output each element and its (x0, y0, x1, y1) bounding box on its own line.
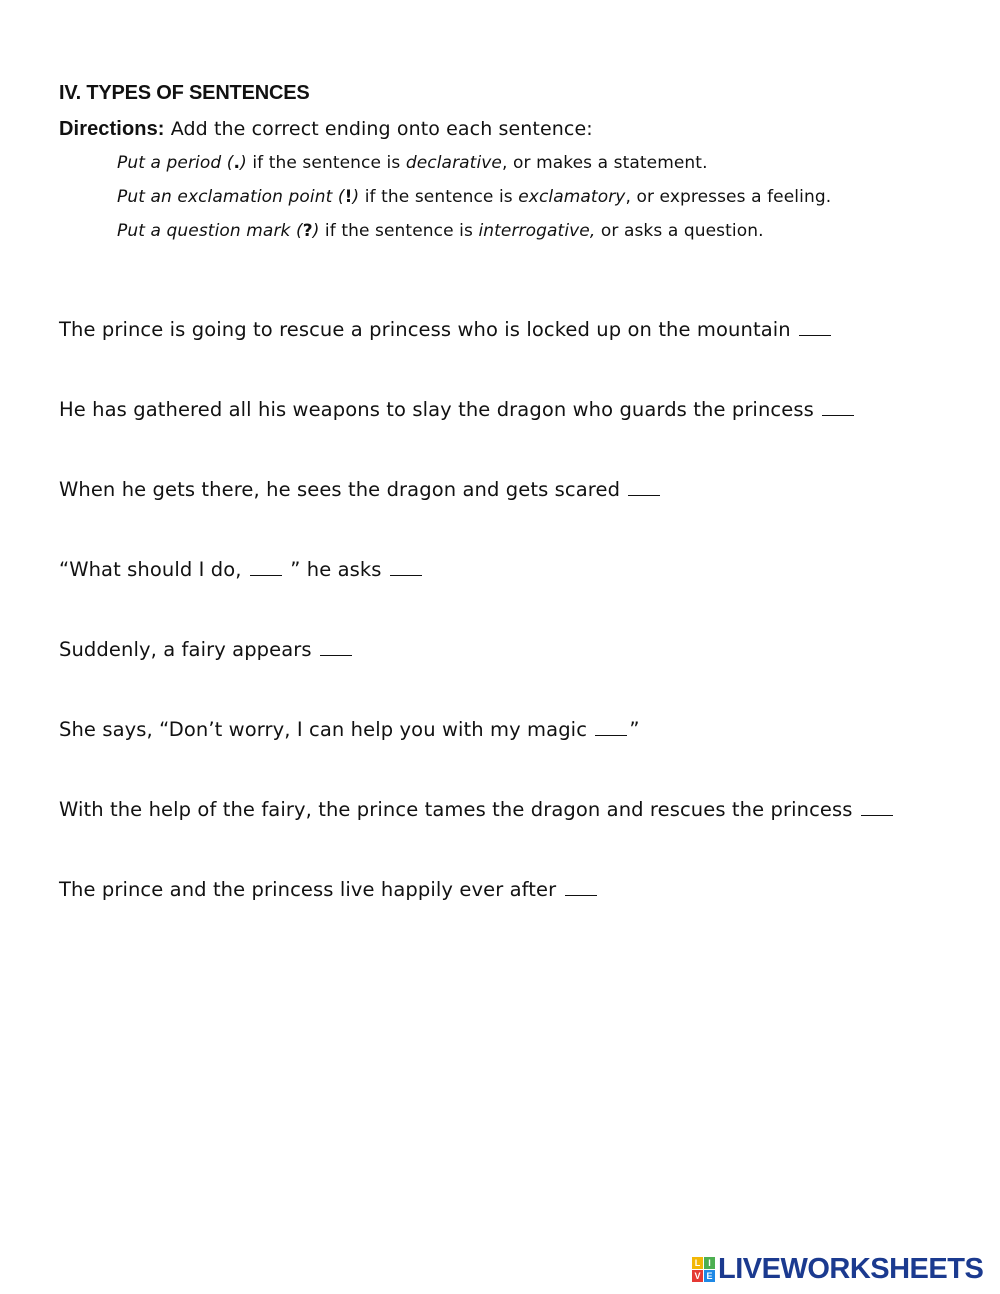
answer-blank[interactable] (320, 654, 352, 656)
logo-mark-letter: I (704, 1257, 715, 1269)
rule-exclamation (117, 187, 831, 207)
sentence-text: She says, “Don’t worry, I can help you with my magic (59, 718, 588, 741)
rule-type: declarative (405, 153, 502, 173)
rule-close: ) (312, 221, 320, 241)
rule-middle: if the sentence is (359, 187, 519, 207)
sentence-4 (59, 558, 424, 581)
sentence-1 (59, 318, 833, 341)
answer-blank[interactable] (628, 494, 660, 496)
rule-mark: ! (344, 187, 353, 207)
sentence-after: ” (629, 718, 640, 741)
directions-text: Add the correct ending onto each sentence: (164, 118, 593, 140)
logo-mark-letter: V (692, 1270, 703, 1282)
sentence-text: “What should I do, (59, 558, 242, 581)
rule-question (117, 221, 764, 241)
rule-ending: , or expresses a feeling. (625, 187, 832, 207)
answer-blank[interactable] (822, 414, 854, 416)
rule-mark: . (233, 153, 241, 173)
logo-mark-letter: E (704, 1270, 715, 1282)
directions (59, 118, 593, 141)
sentence-5 (59, 638, 354, 661)
rule-mark: ? (302, 221, 313, 241)
sentence-7 (59, 798, 895, 821)
worksheet-title: IV. TYPES OF SENTENCES (59, 82, 310, 104)
rule-period (117, 153, 708, 173)
rule-type: interrogative, (478, 221, 596, 241)
answer-blank[interactable] (595, 734, 627, 736)
directions-label: Directions: (59, 118, 165, 140)
sentence-text: He has gathered all his weapons to slay the dragon who guards the princess (59, 398, 814, 421)
logo-mark-icon (692, 1257, 715, 1282)
rule-ending: , or makes a statement. (501, 153, 708, 173)
answer-blank[interactable] (250, 574, 282, 576)
sentence-8 (59, 878, 599, 901)
rule-ending: or asks a question. (595, 221, 764, 241)
sentence-text: The prince is going to rescue a princess who is locked up on the mountain (59, 318, 791, 341)
rule-prefix: Put an exclamation point ( (117, 187, 345, 207)
answer-blank[interactable] (565, 894, 597, 896)
sentence-text: When he gets there, he sees the dragon and gets scared (59, 478, 621, 501)
rule-prefix: Put a question mark ( (117, 221, 303, 241)
rule-middle: if the sentence is (246, 153, 406, 173)
rule-middle: if the sentence is (319, 221, 479, 241)
rule-close: ) (240, 153, 247, 173)
logo-mark-letter: L (692, 1257, 703, 1269)
logo-text: LIVEWORKSHEETS (718, 1252, 984, 1285)
answer-blank[interactable] (861, 814, 893, 816)
rule-prefix: Put a period ( (117, 153, 234, 173)
rule-type: exclamatory (518, 187, 626, 207)
sentence-text: The prince and the princess live happily ever after (59, 878, 557, 901)
sentence-text: Suddenly, a fairy appears (59, 638, 312, 661)
answer-blank[interactable] (390, 574, 422, 576)
sentence-3 (59, 478, 662, 501)
sentence-middle: ” he asks (290, 558, 382, 581)
rule-close: ) (352, 187, 360, 207)
liveworksheets-logo (692, 1254, 983, 1284)
sentence-6 (59, 718, 640, 741)
answer-blank[interactable] (799, 334, 831, 336)
sentence-2 (59, 398, 856, 421)
sentence-text: With the help of the fairy, the prince tames the dragon and rescues the princess (59, 798, 853, 821)
